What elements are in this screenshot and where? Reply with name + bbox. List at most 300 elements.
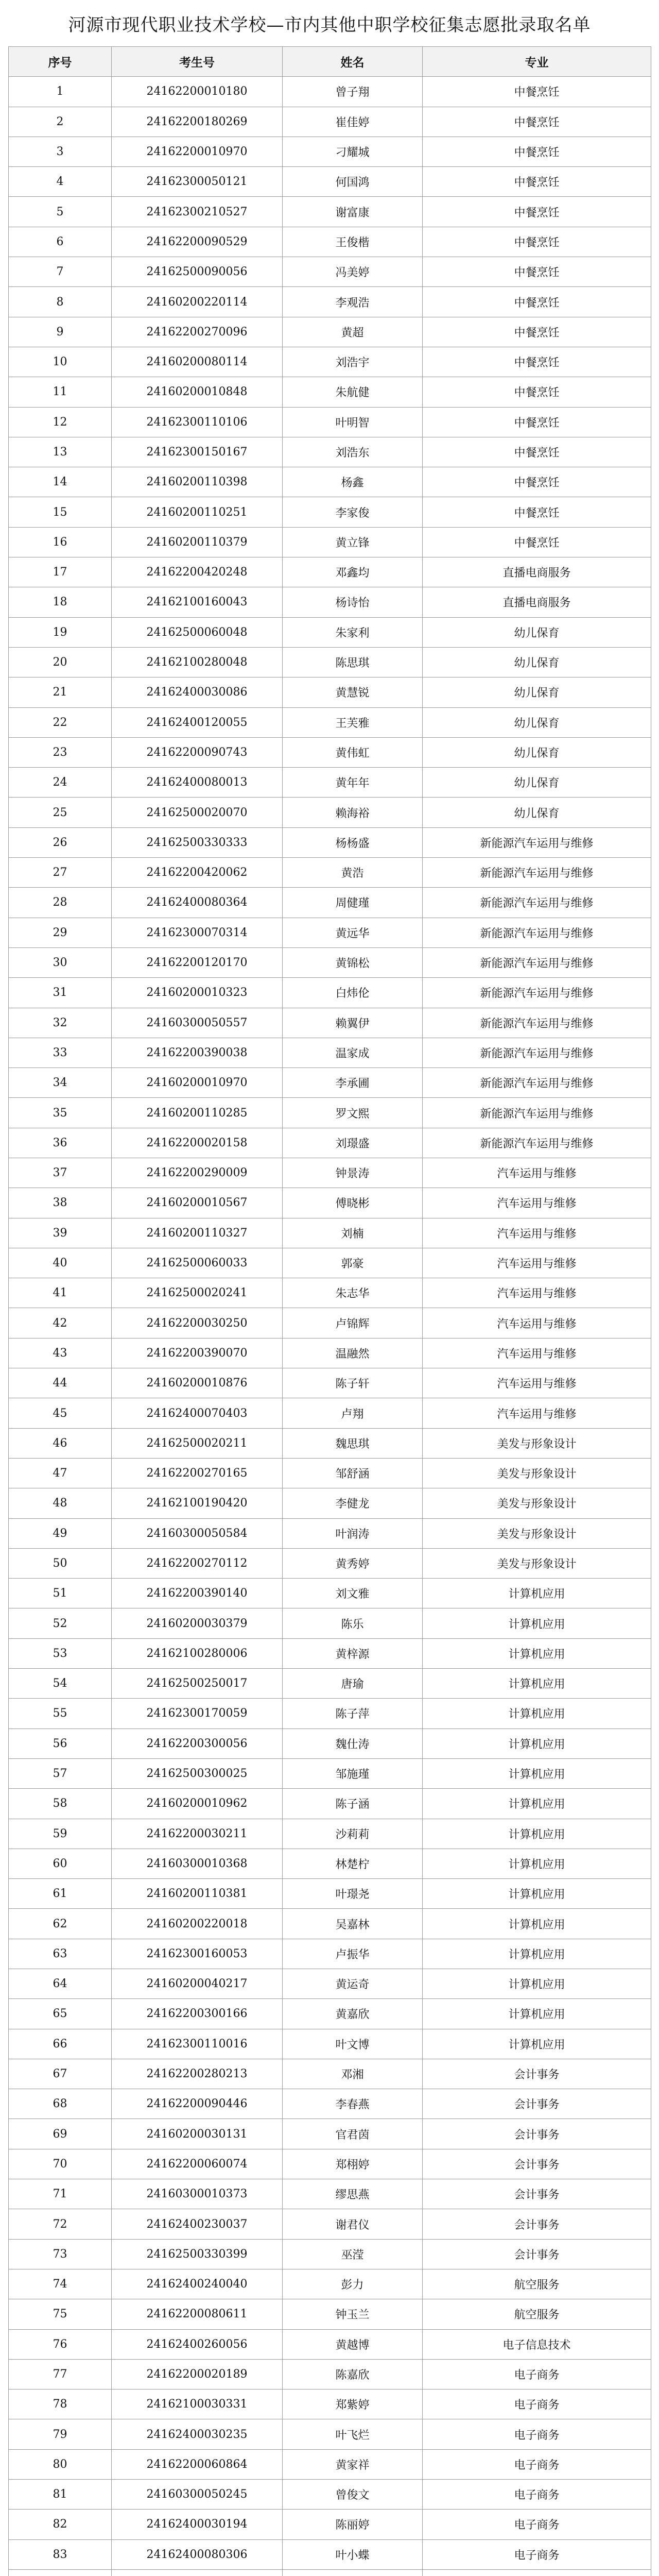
cell-name: 黄年年	[283, 768, 423, 798]
cell-major: 中餐烹饪	[423, 377, 651, 407]
cell-name: 朱志华	[283, 1278, 423, 1308]
cell-exam-number: 24162200090743	[112, 737, 283, 767]
cell-index: 79	[9, 2419, 112, 2449]
cell-index: 7	[9, 257, 112, 287]
cell-major: 幼儿保育	[423, 737, 651, 767]
cell-index: 60	[9, 1849, 112, 1878]
cell-index: 83	[9, 2539, 112, 2569]
cell-index: 4	[9, 167, 112, 197]
table-row	[9, 407, 651, 437]
table-row	[9, 1879, 651, 1909]
cell-major: 会计事务	[423, 2059, 651, 2089]
cell-name: 钟玉兰	[283, 2299, 423, 2329]
cell-major: 中餐烹饪	[423, 227, 651, 257]
cell-major: 计算机应用	[423, 1999, 651, 2029]
cell-major: 汽车运用与维修	[423, 1248, 651, 1278]
cell-major: 计算机应用	[423, 1909, 651, 1939]
cell-name: 郑栩婷	[283, 2149, 423, 2179]
cell-exam-number: 24162200080611	[112, 2299, 283, 2329]
cell-name: 魏仕涛	[283, 1728, 423, 1758]
table-row	[9, 2449, 651, 2479]
cell-exam-number: 24160300050557	[112, 1008, 283, 1038]
table-row	[9, 557, 651, 587]
table-row	[9, 287, 651, 317]
cell-name: 王俊楷	[283, 227, 423, 257]
cell-index: 61	[9, 1879, 112, 1909]
table-row	[9, 2119, 651, 2149]
cell-major: 新能源汽车运用与维修	[423, 1128, 651, 1158]
cell-name: 黄锦松	[283, 947, 423, 977]
cell-name: 黄梓源	[283, 1638, 423, 1668]
cell-exam-number: 24160200010848	[112, 377, 283, 407]
cell-name: 邹施瑾	[283, 1758, 423, 1788]
cell-major: 会计事务	[423, 2089, 651, 2119]
cell-major: 美发与形象设计	[423, 1518, 651, 1548]
cell-exam-number	[112, 2569, 283, 2576]
cell-name: 李观浩	[283, 287, 423, 317]
cell-index: 24	[9, 768, 112, 798]
cell-major: 幼儿保育	[423, 647, 651, 677]
table-row	[9, 2299, 651, 2329]
cell-index: 1	[9, 77, 112, 107]
cell-index: 65	[9, 1999, 112, 2029]
cell-exam-number: 24162400080013	[112, 768, 283, 798]
cell-exam-number: 24162200300166	[112, 1999, 283, 2029]
cell-index: 29	[9, 918, 112, 947]
cell-major	[423, 2569, 651, 2576]
table-row	[9, 2059, 651, 2089]
cell-exam-number: 24162300170059	[112, 1699, 283, 1728]
cell-exam-number: 24160200010962	[112, 1789, 283, 1819]
cell-exam-number: 24162200060864	[112, 2449, 283, 2479]
cell-index: 33	[9, 1038, 112, 1067]
cell-name: 巫滢	[283, 2239, 423, 2269]
table-row	[9, 527, 651, 557]
cell-exam-number: 24162100030331	[112, 2389, 283, 2419]
table-row	[9, 137, 651, 166]
table-row	[9, 467, 651, 497]
cell-major: 新能源汽车运用与维修	[423, 978, 651, 1008]
cell-name: 缪思燕	[283, 2179, 423, 2209]
table-row	[9, 257, 651, 287]
cell-index: 50	[9, 1548, 112, 1578]
table-header-row	[9, 47, 651, 77]
cell-exam-number: 24162100280006	[112, 1638, 283, 1668]
cell-major: 计算机应用	[423, 1758, 651, 1788]
cell-major: 直播电商服务	[423, 557, 651, 587]
cell-name: 黄伟虹	[283, 737, 423, 767]
cell-exam-number: 24162400030194	[112, 2510, 283, 2539]
cell-index: 70	[9, 2149, 112, 2179]
table-row	[9, 1789, 651, 1819]
cell-index: 39	[9, 1218, 112, 1248]
cell-name: 傅晓彬	[283, 1188, 423, 1218]
table-row	[9, 2179, 651, 2209]
cell-index: 77	[9, 2359, 112, 2389]
cell-major: 新能源汽车运用与维修	[423, 947, 651, 977]
cell-exam-number: 24162200420062	[112, 858, 283, 888]
cell-exam-number: 24160200030131	[112, 2119, 283, 2149]
cell-index: 16	[9, 527, 112, 557]
cell-major: 汽车运用与维修	[423, 1188, 651, 1218]
table-row	[9, 827, 651, 857]
table-row	[9, 647, 651, 677]
cell-name: 曾俊文	[283, 2480, 423, 2510]
table-row	[9, 1548, 651, 1578]
cell-name: 唐瑜	[283, 1669, 423, 1699]
cell-name: 陈嘉欣	[283, 2359, 423, 2389]
table-row	[9, 2480, 651, 2510]
cell-name: 刘楠	[283, 1218, 423, 1248]
cell-exam-number: 24162200090529	[112, 227, 283, 257]
cell-exam-number: 24162400070403	[112, 1398, 283, 1428]
cell-name: 何国鸿	[283, 167, 423, 197]
cell-index: 66	[9, 2029, 112, 2059]
cell-index: 51	[9, 1579, 112, 1608]
cell-exam-number: 24162200030250	[112, 1308, 283, 1338]
table-row	[9, 677, 651, 707]
table-row	[9, 77, 651, 107]
cell-name: 杨诗怡	[283, 587, 423, 617]
cell-index: 43	[9, 1338, 112, 1368]
cell-name: 魏思琪	[283, 1428, 423, 1458]
column-header-index: 序号	[9, 47, 112, 77]
cell-name: 杨杨盛	[283, 827, 423, 857]
cell-major: 会计事务	[423, 2149, 651, 2179]
table-row	[9, 497, 651, 527]
cell-exam-number: 24160300010368	[112, 1849, 283, 1878]
admission-table	[8, 46, 651, 2576]
cell-major: 计算机应用	[423, 2029, 651, 2059]
cell-name: 卢锦辉	[283, 1308, 423, 1338]
cell-name: 黄远华	[283, 918, 423, 947]
cell-index: 11	[9, 377, 112, 407]
cell-major: 计算机应用	[423, 1638, 651, 1668]
cell-major: 新能源汽车运用与维修	[423, 1068, 651, 1098]
cell-major: 中餐烹饪	[423, 437, 651, 467]
cell-index: 75	[9, 2299, 112, 2329]
cell-major: 计算机应用	[423, 1608, 651, 1638]
cell-exam-number: 24162200270096	[112, 317, 283, 347]
table-row	[9, 317, 651, 347]
cell-exam-number: 24162200010180	[112, 77, 283, 107]
cell-index: 6	[9, 227, 112, 257]
cell-major: 计算机应用	[423, 1699, 651, 1728]
cell-exam-number: 24162300160053	[112, 1939, 283, 1969]
cell-name: 黄超	[283, 317, 423, 347]
table-row	[9, 1819, 651, 1849]
cell-exam-number: 24162500250017	[112, 1669, 283, 1699]
table-row	[9, 1248, 651, 1278]
cell-index: 53	[9, 1638, 112, 1668]
cell-major: 汽车运用与维修	[423, 1218, 651, 1248]
cell-major: 新能源汽车运用与维修	[423, 1008, 651, 1038]
cell-major: 计算机应用	[423, 1879, 651, 1909]
cell-index: 81	[9, 2480, 112, 2510]
cell-major: 美发与形象设计	[423, 1458, 651, 1488]
cell-index: 71	[9, 2179, 112, 2209]
cell-exam-number: 24162200010970	[112, 137, 283, 166]
cell-exam-number: 24162200020158	[112, 1128, 283, 1158]
cell-major: 计算机应用	[423, 1939, 651, 1969]
cell-index: 63	[9, 1939, 112, 1969]
cell-name: 邹舒涵	[283, 1458, 423, 1488]
cell-index: 80	[9, 2449, 112, 2479]
cell-exam-number: 24160200080114	[112, 347, 283, 377]
cell-major: 汽车运用与维修	[423, 1338, 651, 1368]
cell-name: 叶飞烂	[283, 2419, 423, 2449]
table-row	[9, 2029, 651, 2059]
cell-name: 温融然	[283, 1338, 423, 1368]
cell-exam-number: 24162300110016	[112, 2029, 283, 2059]
cell-exam-number: 24160200010567	[112, 1188, 283, 1218]
cell-exam-number: 24162200180269	[112, 107, 283, 137]
table-row	[9, 1699, 651, 1728]
cell-index: 3	[9, 137, 112, 166]
cell-exam-number: 24162200090446	[112, 2089, 283, 2119]
column-header-major: 专业	[423, 47, 651, 77]
cell-index: 5	[9, 197, 112, 227]
cell-major: 美发与形象设计	[423, 1548, 651, 1578]
cell-exam-number: 24160200110285	[112, 1098, 283, 1128]
cell-name	[283, 2569, 423, 2576]
table-row	[9, 2329, 651, 2359]
cell-major: 中餐烹饪	[423, 257, 651, 287]
cell-index: 40	[9, 1248, 112, 1278]
cell-exam-number: 24160200040217	[112, 1969, 283, 1999]
cell-exam-number: 24162400030086	[112, 677, 283, 707]
cell-exam-number: 24160200010323	[112, 978, 283, 1008]
cell-index: 62	[9, 1909, 112, 1939]
cell-index: 9	[9, 317, 112, 347]
cell-major: 中餐烹饪	[423, 317, 651, 347]
cell-index	[9, 2569, 112, 2576]
cell-major: 直播电商服务	[423, 587, 651, 617]
cell-exam-number: 24162400080364	[112, 888, 283, 918]
table-row	[9, 1278, 651, 1308]
cell-name: 叶璟尧	[283, 1879, 423, 1909]
cell-major: 电子商务	[423, 2389, 651, 2419]
cell-major: 幼儿保育	[423, 707, 651, 737]
cell-major: 汽车运用与维修	[423, 1158, 651, 1188]
cell-major: 中餐烹饪	[423, 167, 651, 197]
table-row	[9, 197, 651, 227]
table-row	[9, 1669, 651, 1699]
column-header-exam-number: 考生号	[112, 47, 283, 77]
cell-exam-number: 24160300010373	[112, 2179, 283, 2209]
cell-exam-number: 24162200390038	[112, 1038, 283, 1067]
cell-index: 55	[9, 1699, 112, 1728]
cell-exam-number: 24162300050121	[112, 167, 283, 197]
cell-name: 郭豪	[283, 1248, 423, 1278]
cell-name: 黄嘉欣	[283, 1999, 423, 2029]
cell-name: 陈乐	[283, 1608, 423, 1638]
cell-index: 42	[9, 1308, 112, 1338]
cell-major: 中餐烹饪	[423, 107, 651, 137]
cell-major: 中餐烹饪	[423, 77, 651, 107]
cell-exam-number: 24162200030211	[112, 1819, 283, 1849]
cell-index: 64	[9, 1969, 112, 1999]
cell-major: 中餐烹饪	[423, 137, 651, 166]
table-row	[9, 707, 651, 737]
table-row	[9, 1969, 651, 1999]
cell-exam-number: 24160200220114	[112, 287, 283, 317]
cell-exam-number: 24162200390140	[112, 1579, 283, 1608]
cell-exam-number: 24162500020241	[112, 1278, 283, 1308]
cell-major: 汽车运用与维修	[423, 1398, 651, 1428]
cell-exam-number: 24162500090056	[112, 257, 283, 287]
table-row	[9, 1128, 651, 1158]
cell-name: 刁耀城	[283, 137, 423, 166]
cell-index: 23	[9, 737, 112, 767]
cell-exam-number: 24162300110106	[112, 407, 283, 437]
cell-name: 谢富康	[283, 197, 423, 227]
table-row	[9, 798, 651, 827]
table-row	[9, 2539, 651, 2569]
table-row	[9, 947, 651, 977]
cell-exam-number: 24160200110398	[112, 467, 283, 497]
table-row	[9, 888, 651, 918]
cell-name: 林楚柠	[283, 1849, 423, 1878]
cell-index: 27	[9, 858, 112, 888]
table-row	[9, 1368, 651, 1398]
table-row	[9, 1488, 651, 1518]
cell-exam-number: 24162200390070	[112, 1338, 283, 1368]
cell-name: 王芙雅	[283, 707, 423, 737]
cell-exam-number: 24160200010876	[112, 1368, 283, 1398]
cell-major: 中餐烹饪	[423, 287, 651, 317]
table-row	[9, 2209, 651, 2239]
cell-major: 幼儿保育	[423, 617, 651, 647]
cell-major: 电子商务	[423, 2539, 651, 2569]
cell-index: 26	[9, 827, 112, 857]
table-row	[9, 347, 651, 377]
cell-name: 李健龙	[283, 1488, 423, 1518]
cell-major: 电子信息技术	[423, 2329, 651, 2359]
table-row	[9, 1849, 651, 1878]
cell-index: 12	[9, 407, 112, 437]
cell-index: 37	[9, 1158, 112, 1188]
cell-index: 47	[9, 1458, 112, 1488]
cell-major: 会计事务	[423, 2239, 651, 2269]
cell-name: 卢翔	[283, 1398, 423, 1428]
cell-index: 21	[9, 677, 112, 707]
cell-index: 52	[9, 1608, 112, 1638]
cell-name: 陈丽婷	[283, 2510, 423, 2539]
cell-name: 赖海裕	[283, 798, 423, 827]
cell-exam-number: 24162200120170	[112, 947, 283, 977]
cell-exam-number: 24162500330399	[112, 2239, 283, 2269]
cell-major: 新能源汽车运用与维修	[423, 1038, 651, 1067]
cell-exam-number: 24160200110251	[112, 497, 283, 527]
cell-exam-number: 24162400230037	[112, 2209, 283, 2239]
cell-major: 中餐烹饪	[423, 347, 651, 377]
table-row	[9, 1608, 651, 1638]
cell-major: 汽车运用与维修	[423, 1368, 651, 1398]
cell-index: 30	[9, 947, 112, 977]
cell-name: 李承圃	[283, 1068, 423, 1098]
cell-major: 新能源汽车运用与维修	[423, 827, 651, 857]
table-row	[9, 1308, 651, 1338]
cell-index: 13	[9, 437, 112, 467]
cell-index: 28	[9, 888, 112, 918]
table-row	[9, 768, 651, 798]
cell-index: 57	[9, 1758, 112, 1788]
cell-exam-number: 24162100280048	[112, 647, 283, 677]
table-row	[9, 1188, 651, 1218]
cell-major: 中餐烹饪	[423, 527, 651, 557]
cell-exam-number: 24160300050245	[112, 2480, 283, 2510]
cell-index: 14	[9, 467, 112, 497]
table-row	[9, 1939, 651, 1969]
cell-name: 罗文熙	[283, 1098, 423, 1128]
cell-name: 陈子涵	[283, 1789, 423, 1819]
table-row	[9, 2419, 651, 2449]
cell-exam-number: 24162500060048	[112, 617, 283, 647]
cell-exam-number: 24162400240040	[112, 2269, 283, 2299]
cell-index: 76	[9, 2329, 112, 2359]
cell-major: 新能源汽车运用与维修	[423, 1098, 651, 1128]
cell-exam-number: 24162500020211	[112, 1428, 283, 1458]
cell-exam-number: 24162500060033	[112, 1248, 283, 1278]
table-row	[9, 107, 651, 137]
cell-name: 周健瑾	[283, 888, 423, 918]
cell-index: 41	[9, 1278, 112, 1308]
cell-index: 56	[9, 1728, 112, 1758]
table-row	[9, 1338, 651, 1368]
cell-index: 10	[9, 347, 112, 377]
cell-exam-number: 24162100160043	[112, 587, 283, 617]
column-header-name: 姓名	[283, 47, 423, 77]
cell-major: 中餐烹饪	[423, 197, 651, 227]
table-row	[9, 2149, 651, 2179]
cell-major: 汽车运用与维修	[423, 1308, 651, 1338]
cell-index: 58	[9, 1789, 112, 1819]
cell-name: 冯美婷	[283, 257, 423, 287]
table-row	[9, 2389, 651, 2419]
cell-index: 17	[9, 557, 112, 587]
table-row	[9, 1428, 651, 1458]
cell-index: 54	[9, 1669, 112, 1699]
table-row	[9, 1008, 651, 1038]
table-row	[9, 1098, 651, 1128]
cell-exam-number: 24162200060074	[112, 2149, 283, 2179]
table-row	[9, 1068, 651, 1098]
cell-exam-number: 24162200020189	[112, 2359, 283, 2389]
cell-name: 邓湘	[283, 2059, 423, 2089]
table-row	[9, 1638, 651, 1668]
cell-name: 黄立锋	[283, 527, 423, 557]
cell-index: 67	[9, 2059, 112, 2089]
table-row	[9, 2089, 651, 2119]
cell-major: 幼儿保育	[423, 677, 651, 707]
cell-index: 15	[9, 497, 112, 527]
table-row	[9, 1398, 651, 1428]
cell-name: 刘文雅	[283, 1579, 423, 1608]
table-row	[9, 377, 651, 407]
table-row	[9, 1158, 651, 1188]
cell-name: 杨鑫	[283, 467, 423, 497]
cell-major: 计算机应用	[423, 1728, 651, 1758]
cell-index: 38	[9, 1188, 112, 1218]
cell-name: 彭力	[283, 2269, 423, 2299]
cell-major: 计算机应用	[423, 1819, 651, 1849]
cell-index: 25	[9, 798, 112, 827]
cell-exam-number: 24162400120055	[112, 707, 283, 737]
cell-exam-number: 24162500330333	[112, 827, 283, 857]
cell-exam-number: 24162200300056	[112, 1728, 283, 1758]
cell-major: 电子商务	[423, 2480, 651, 2510]
